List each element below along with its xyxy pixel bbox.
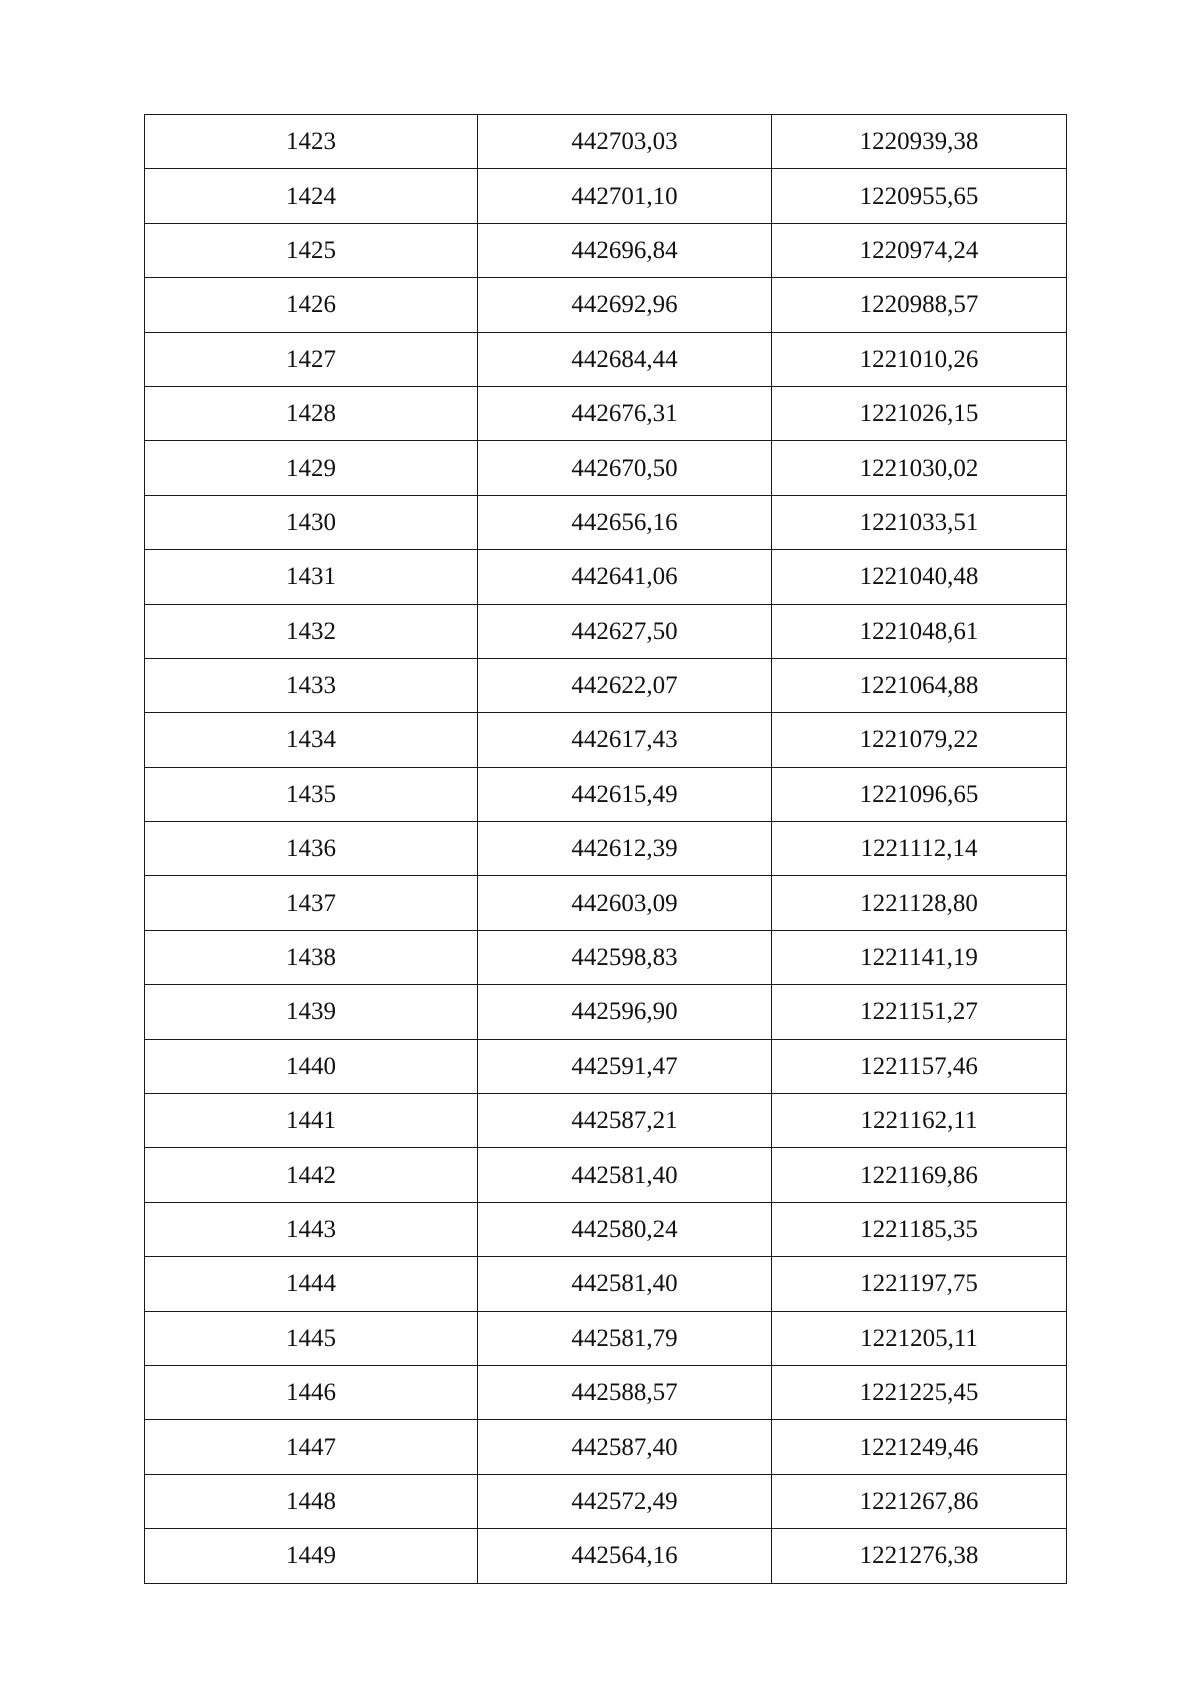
- y-coordinate-cell: 1221249,46: [772, 1420, 1067, 1474]
- table-row: [145, 985, 1067, 1039]
- point-number-cell: 1443: [145, 1202, 478, 1256]
- table-row: [145, 1420, 1067, 1474]
- y-coordinate-cell: 1220939,38: [772, 115, 1067, 169]
- table-row: [145, 658, 1067, 712]
- y-coordinate-cell: 1221225,45: [772, 1365, 1067, 1419]
- x-coordinate-cell: 442580,24: [478, 1202, 772, 1256]
- table-row: [145, 332, 1067, 386]
- y-coordinate-cell: 1221026,15: [772, 386, 1067, 440]
- y-coordinate-cell: 1221112,14: [772, 822, 1067, 876]
- point-number-cell: 1435: [145, 767, 478, 821]
- y-coordinate-cell: 1221151,27: [772, 985, 1067, 1039]
- table-row: [145, 223, 1067, 277]
- y-coordinate-cell: 1221169,86: [772, 1148, 1067, 1202]
- point-number-cell: 1436: [145, 822, 478, 876]
- x-coordinate-cell: 442692,96: [478, 278, 772, 332]
- x-coordinate-cell: 442641,06: [478, 550, 772, 604]
- point-number-cell: 1434: [145, 713, 478, 767]
- table-row: [145, 822, 1067, 876]
- y-coordinate-cell: 1220955,65: [772, 169, 1067, 223]
- point-number-cell: 1442: [145, 1148, 478, 1202]
- table-row: [145, 1202, 1067, 1256]
- point-number-cell: 1438: [145, 930, 478, 984]
- y-coordinate-cell: 1221048,61: [772, 604, 1067, 658]
- x-coordinate-cell: 442581,40: [478, 1257, 772, 1311]
- y-coordinate-cell: 1221030,02: [772, 441, 1067, 495]
- x-coordinate-cell: 442612,39: [478, 822, 772, 876]
- coordinates-table-body: [145, 115, 1067, 1584]
- y-coordinate-cell: 1221205,11: [772, 1311, 1067, 1365]
- point-number-cell: 1432: [145, 604, 478, 658]
- x-coordinate-cell: 442627,50: [478, 604, 772, 658]
- table-row: [145, 115, 1067, 169]
- x-coordinate-cell: 442676,31: [478, 386, 772, 440]
- y-coordinate-cell: 1221185,35: [772, 1202, 1067, 1256]
- point-number-cell: 1444: [145, 1257, 478, 1311]
- x-coordinate-cell: 442622,07: [478, 658, 772, 712]
- x-coordinate-cell: 442581,79: [478, 1311, 772, 1365]
- point-number-cell: 1425: [145, 223, 478, 277]
- x-coordinate-cell: 442684,44: [478, 332, 772, 386]
- point-number-cell: 1430: [145, 495, 478, 549]
- x-coordinate-cell: 442581,40: [478, 1148, 772, 1202]
- x-coordinate-cell: 442598,83: [478, 930, 772, 984]
- x-coordinate-cell: 442596,90: [478, 985, 772, 1039]
- point-number-cell: 1423: [145, 115, 478, 169]
- table-row: [145, 604, 1067, 658]
- point-number-cell: 1424: [145, 169, 478, 223]
- x-coordinate-cell: 442587,21: [478, 1094, 772, 1148]
- y-coordinate-cell: 1220974,24: [772, 223, 1067, 277]
- table-row: [145, 876, 1067, 930]
- y-coordinate-cell: 1221010,26: [772, 332, 1067, 386]
- y-coordinate-cell: 1221079,22: [772, 713, 1067, 767]
- y-coordinate-cell: 1221197,75: [772, 1257, 1067, 1311]
- y-coordinate-cell: 1221040,48: [772, 550, 1067, 604]
- table-row: [145, 550, 1067, 604]
- x-coordinate-cell: 442603,09: [478, 876, 772, 930]
- point-number-cell: 1428: [145, 386, 478, 440]
- point-number-cell: 1441: [145, 1094, 478, 1148]
- point-number-cell: 1433: [145, 658, 478, 712]
- table-row: [145, 441, 1067, 495]
- x-coordinate-cell: 442587,40: [478, 1420, 772, 1474]
- table-row: [145, 1039, 1067, 1093]
- x-coordinate-cell: 442588,57: [478, 1365, 772, 1419]
- point-number-cell: 1446: [145, 1365, 478, 1419]
- x-coordinate-cell: 442656,16: [478, 495, 772, 549]
- table-row: [145, 930, 1067, 984]
- x-coordinate-cell: 442617,43: [478, 713, 772, 767]
- point-number-cell: 1439: [145, 985, 478, 1039]
- table-row: [145, 1094, 1067, 1148]
- x-coordinate-cell: 442703,03: [478, 115, 772, 169]
- y-coordinate-cell: 1221033,51: [772, 495, 1067, 549]
- table-row: [145, 495, 1067, 549]
- table-row: [145, 1311, 1067, 1365]
- point-number-cell: 1449: [145, 1529, 478, 1583]
- table-row: [145, 1148, 1067, 1202]
- y-coordinate-cell: 1221157,46: [772, 1039, 1067, 1093]
- y-coordinate-cell: 1221064,88: [772, 658, 1067, 712]
- y-coordinate-cell: 1221267,86: [772, 1474, 1067, 1528]
- table-row: [145, 713, 1067, 767]
- y-coordinate-cell: 1220988,57: [772, 278, 1067, 332]
- point-number-cell: 1440: [145, 1039, 478, 1093]
- x-coordinate-cell: 442591,47: [478, 1039, 772, 1093]
- coordinates-table: [144, 114, 1067, 1584]
- table-row: [145, 278, 1067, 332]
- table-row: [145, 1257, 1067, 1311]
- point-number-cell: 1426: [145, 278, 478, 332]
- point-number-cell: 1431: [145, 550, 478, 604]
- x-coordinate-cell: 442572,49: [478, 1474, 772, 1528]
- table-row: [145, 386, 1067, 440]
- x-coordinate-cell: 442615,49: [478, 767, 772, 821]
- table-row: [145, 1529, 1067, 1583]
- x-coordinate-cell: 442564,16: [478, 1529, 772, 1583]
- point-number-cell: 1447: [145, 1420, 478, 1474]
- point-number-cell: 1427: [145, 332, 478, 386]
- table-row: [145, 1365, 1067, 1419]
- point-number-cell: 1445: [145, 1311, 478, 1365]
- y-coordinate-cell: 1221276,38: [772, 1529, 1067, 1583]
- table-row: [145, 169, 1067, 223]
- y-coordinate-cell: 1221128,80: [772, 876, 1067, 930]
- point-number-cell: 1448: [145, 1474, 478, 1528]
- y-coordinate-cell: 1221141,19: [772, 930, 1067, 984]
- table-row: [145, 767, 1067, 821]
- x-coordinate-cell: 442696,84: [478, 223, 772, 277]
- point-number-cell: 1429: [145, 441, 478, 495]
- y-coordinate-cell: 1221096,65: [772, 767, 1067, 821]
- table-row: [145, 1474, 1067, 1528]
- y-coordinate-cell: 1221162,11: [772, 1094, 1067, 1148]
- point-number-cell: 1437: [145, 876, 478, 930]
- x-coordinate-cell: 442701,10: [478, 169, 772, 223]
- x-coordinate-cell: 442670,50: [478, 441, 772, 495]
